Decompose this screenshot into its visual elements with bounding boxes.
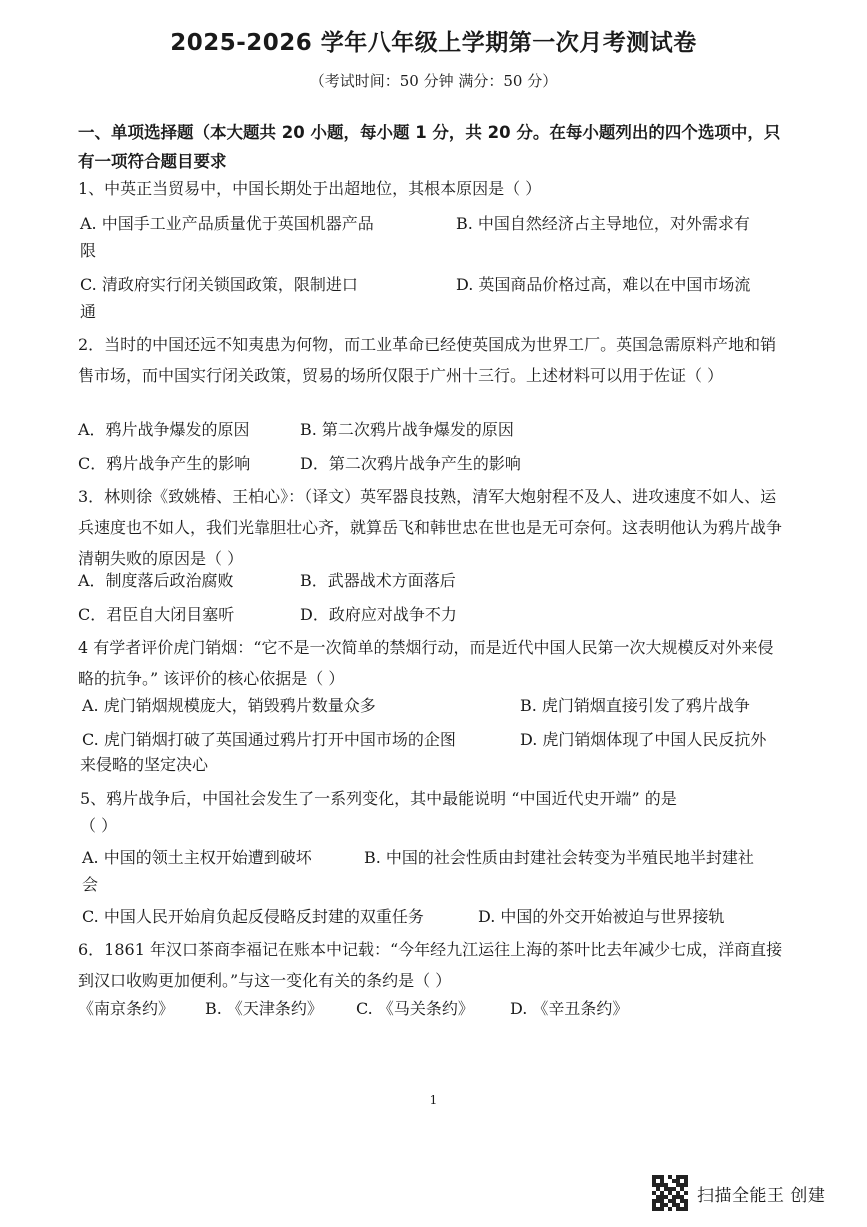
q5-option-d: D. 中国的外交开始被迫与世界接轨 <box>478 907 725 926</box>
q4-option-b: B. 虎门销烟直接引发了鸦片战争 <box>520 696 750 715</box>
question-6-stem: 6．1861 年汉口茶商李福记在账本中记载：“今年经九江运往上海的茶叶比去年减少七成，洋商直接到汉口收购更加便利。”与这一变化有关的条约是（ ） <box>78 940 783 990</box>
qr-code-icon <box>652 1175 688 1211</box>
question-1-stem: 1、中英正当贸易中，中国长期处于出超地位，其根本原因是（ ） <box>78 179 542 198</box>
q4-option-c: C. 虎门销烟打破了英国通过鸦片打开中国市场的企图 <box>82 730 456 749</box>
q3-option-d: D．政府应对战争不力 <box>300 605 457 624</box>
q4-option-d: D. 虎门销烟体现了中国人民反抗外 <box>520 730 767 749</box>
q1-option-b: B. 中国自然经济占主导地位，对外需求有 <box>456 214 750 233</box>
scanner-watermark-text: 扫描全能王 创建 <box>697 1185 826 1206</box>
q2-option-b: B. 第二次鸦片战争爆发的原因 <box>300 420 514 439</box>
q6-option-d: D. 《辛丑条约》 <box>510 999 629 1018</box>
q1-option-d: D. 英国商品价格过高，难以在中国市场流 <box>456 275 751 294</box>
q3-option-a: A．制度落后政治腐败 <box>78 571 234 590</box>
exam-subtitle: （考试时间：50 分钟 满分：50 分） <box>309 72 558 90</box>
q3-option-b: B．武器战术方面落后 <box>300 571 456 590</box>
q4-option-a: A. 虎门销烟规模庞大，销毁鸦片数量众多 <box>82 696 376 715</box>
scanner-footer <box>652 1175 825 1211</box>
q1-option-a: A. 中国手工业产品质量优于英国机器产品 <box>80 214 374 233</box>
q3-option-c: C．君臣自大闭目塞听 <box>78 605 235 624</box>
q6-option-a: 《南京条约》 <box>78 999 175 1018</box>
q2-option-a: A．鸦片战争爆发的原因 <box>78 420 250 439</box>
q2-option-c: C．鸦片战争产生的影响 <box>78 454 251 473</box>
q1-option-c: C. 清政府实行闭关锁国政策，限制进口 <box>80 275 358 294</box>
q5-option-c: C. 中国人民开始肩负起反侵略反封建的双重任务 <box>82 907 424 926</box>
q2-option-d: D．第二次鸦片战争产生的影响 <box>300 454 521 473</box>
question-5-stem: 5、鸦片战争后，中国社会发生了一系列变化，其中最能说明 “中国近代史开端” 的是 <box>80 789 677 808</box>
q5-option-b-cont: 会 <box>82 875 99 894</box>
question-2-stem: 2．当时的中国还远不知夷患为何物，而工业革命已经使英国成为世界工厂。英国急需原料产地和销售市场，而中国实行闭关政策，贸易的场所仅限于广州十三行。上述材料可以用于佐证（ ） <box>78 335 777 385</box>
q4-option-d-cont: 来侵略的坚定决心 <box>80 755 209 774</box>
q1-option-b-cont: 限 <box>80 241 97 260</box>
q6-option-c: C. 《马关条约》 <box>356 999 474 1018</box>
page-number: 1 <box>429 1093 438 1107</box>
question-3-stem: 3．林则徐《致姚椿、王柏心》：（译文）英军器良技熟，清军大炮射程不及人、进攻速度不如人、运兵速度也不如人，我们光靠胆壮心齐，就算岳飞和韩世忠在世也是无可奈何。这表明他认为鸦片战争清朝失败的原因是（ ） <box>78 487 783 568</box>
question-5-stem-cont: （ ） <box>80 816 118 835</box>
q5-option-a: A. 中国的领土主权开始遭到破坏 <box>82 848 312 867</box>
q6-option-b: B. 《天津条约》 <box>205 999 323 1018</box>
exam-title: 2025-2026 学年八年级上学期第一次月考测试卷 <box>170 30 697 56</box>
q5-option-b: B. 中国的社会性质由封建社会转变为半殖民地半封建社 <box>364 848 754 867</box>
question-4-stem: 4 有学者评价虎门销烟：“它不是一次简单的禁烟行动，而是近代中国人民第一次大规模反对外来侵略的抗争。” 该评价的核心依据是（ ） <box>78 638 774 688</box>
section-heading: 一、单项选择题（本大题共 20 小题，每小题 1 分，共 20 分。在每小题列出的四个选项中，只有一项符合题目要求 <box>78 123 781 171</box>
q1-option-d-cont: 通 <box>80 302 97 321</box>
